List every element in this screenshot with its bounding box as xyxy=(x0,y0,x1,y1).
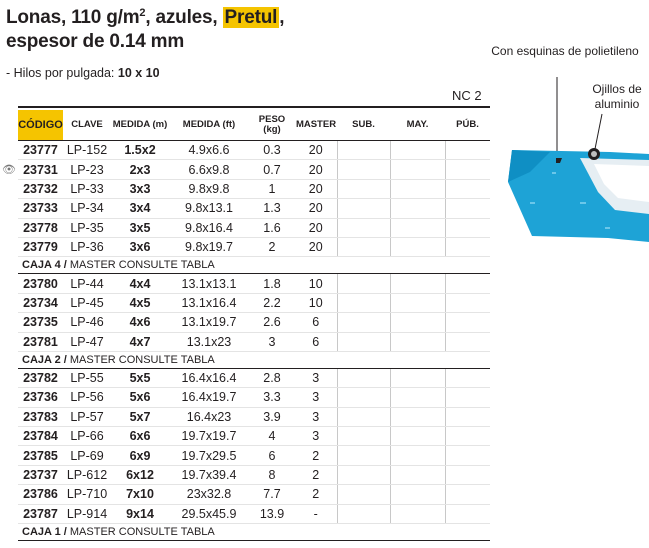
cell-price-sub xyxy=(337,199,390,218)
cell-peso: 1 xyxy=(249,179,295,198)
cell-clave: LP-914 xyxy=(63,504,111,523)
cell-price-pub xyxy=(445,293,490,312)
cell-price-sub xyxy=(337,218,390,237)
nc-label: NC 2 xyxy=(452,88,482,103)
cell-master: 6 xyxy=(295,332,337,351)
cell-master: 10 xyxy=(295,274,337,293)
cell-code: 23736 xyxy=(18,388,63,407)
cell-peso: 3.9 xyxy=(249,407,295,426)
cell-ft: 13.1x13.1 xyxy=(169,274,249,293)
cell-code: 23783 xyxy=(18,407,63,426)
cell-price-may xyxy=(390,465,445,484)
cell-price-may xyxy=(390,407,445,426)
cell-price-pub xyxy=(445,274,490,293)
col-header-pub: PÚB. xyxy=(445,110,490,141)
cell-master: 6 xyxy=(295,313,337,332)
page-title xyxy=(6,6,284,54)
cell-ft: 13.1x23 xyxy=(169,332,249,351)
cell-price-pub xyxy=(445,179,490,198)
cell-ft: 23x32.8 xyxy=(169,485,249,504)
cell-m: 3x5 xyxy=(111,218,169,237)
cell-price-sub xyxy=(337,160,390,179)
cell-master: 20 xyxy=(295,141,337,160)
cell-price-may xyxy=(390,179,445,198)
cell-price-sub xyxy=(337,332,390,351)
product-image xyxy=(490,42,649,257)
cell-code: 23787 xyxy=(18,504,63,523)
cell-peso: 2.2 xyxy=(249,293,295,312)
cell-code: 23785 xyxy=(18,446,63,465)
cell-price-pub xyxy=(445,141,490,160)
table-row xyxy=(18,199,490,218)
cell-m: 7x10 xyxy=(111,485,169,504)
cell-price-sub xyxy=(337,504,390,523)
cell-price-sub xyxy=(337,293,390,312)
cell-clave: LP-47 xyxy=(63,332,111,351)
cell-peso: 1.3 xyxy=(249,199,295,218)
cell-code: 23782 xyxy=(18,368,63,387)
cell-code: 23734 xyxy=(18,293,63,312)
cell-master: 20 xyxy=(295,199,337,218)
box-note xyxy=(18,524,490,541)
cell-master: 3 xyxy=(295,407,337,426)
cell-clave: LP-612 xyxy=(63,465,111,484)
cell-clave: LP-46 xyxy=(63,313,111,332)
cell-price-may xyxy=(390,313,445,332)
cell-ft: 9.8x9.8 xyxy=(169,179,249,198)
cell-price-may xyxy=(390,237,445,256)
col-header-medida-ft: MEDIDA (ft) xyxy=(169,110,249,141)
title-line-2: espesor de 0.14 mm xyxy=(6,31,185,52)
cell-price-sub xyxy=(337,485,390,504)
table-row xyxy=(18,332,490,351)
cell-master: 20 xyxy=(295,237,337,256)
cell-peso: 1.6 xyxy=(249,218,295,237)
cell-code: 23777 xyxy=(18,141,63,160)
cell-master: 20 xyxy=(295,218,337,237)
cell-clave: LP-66 xyxy=(63,427,111,446)
cell-ft: 9.8x16.4 xyxy=(169,218,249,237)
cell-peso: 1.8 xyxy=(249,274,295,293)
cell-m: 6x6 xyxy=(111,427,169,446)
cell-peso: 0.7 xyxy=(249,160,295,179)
cell-ft: 9.8x19.7 xyxy=(169,237,249,256)
table-row xyxy=(18,160,490,179)
cell-price-pub xyxy=(445,407,490,426)
cell-price-sub xyxy=(337,388,390,407)
cell-clave: LP-45 xyxy=(63,293,111,312)
cell-peso: 4 xyxy=(249,427,295,446)
col-header-may: MAY. xyxy=(390,110,445,141)
cell-clave: LP-36 xyxy=(63,237,111,256)
table-row xyxy=(18,313,490,332)
table-row xyxy=(18,388,490,407)
cell-price-may xyxy=(390,368,445,387)
cell-ft: 19.7x19.7 xyxy=(169,427,249,446)
box-note-row xyxy=(18,257,490,274)
col-header-medida-m: MEDIDA (m) xyxy=(111,110,169,141)
box-count: CAJA 2 / xyxy=(22,353,67,366)
cell-price-may xyxy=(390,274,445,293)
cell-price-may xyxy=(390,427,445,446)
cell-peso: 2.6 xyxy=(249,313,295,332)
cell-code: 23732 xyxy=(18,179,63,198)
cell-master: 3 xyxy=(295,368,337,387)
cell-master: 10 xyxy=(295,293,337,312)
cell-peso: 2 xyxy=(249,237,295,256)
cell-price-pub xyxy=(445,237,490,256)
cell-ft: 29.5x45.9 xyxy=(169,504,249,523)
box-note-row xyxy=(18,351,490,368)
cell-peso: 8 xyxy=(249,465,295,484)
cell-price-pub xyxy=(445,332,490,351)
cell-master: 3 xyxy=(295,427,337,446)
cell-code: 23779 xyxy=(18,237,63,256)
cell-m: 5x6 xyxy=(111,388,169,407)
cell-peso: 3 xyxy=(249,332,295,351)
col-header-sub: SUB. xyxy=(337,110,390,141)
cell-price-sub xyxy=(337,237,390,256)
cell-price-sub xyxy=(337,368,390,387)
cell-master: 2 xyxy=(295,485,337,504)
table-row xyxy=(18,465,490,484)
table-row xyxy=(18,427,490,446)
cell-m: 3x6 xyxy=(111,237,169,256)
cell-code: 23733 xyxy=(18,199,63,218)
box-note-text: MASTER CONSULTE TABLA xyxy=(66,259,215,272)
table-body xyxy=(18,141,490,541)
cell-price-may xyxy=(390,388,445,407)
table-row xyxy=(18,407,490,426)
table-row xyxy=(18,179,490,198)
brand-highlight: Pretul xyxy=(224,7,278,28)
cell-price-may xyxy=(390,446,445,465)
cell-ft: 16.4x23 xyxy=(169,407,249,426)
cell-price-pub xyxy=(445,368,490,387)
cell-price-pub xyxy=(445,485,490,504)
cell-ft: 19.7x29.5 xyxy=(169,446,249,465)
cell-price-pub xyxy=(445,313,490,332)
cell-price-may xyxy=(390,293,445,312)
table-header-row xyxy=(18,110,490,141)
box-count: CAJA 1 / xyxy=(22,526,67,539)
cell-price-pub xyxy=(445,504,490,523)
cell-peso: 7.7 xyxy=(249,485,295,504)
box-note-text: MASTER CONSULTE TABLA xyxy=(66,526,215,539)
col-header-peso: PESO (kg) xyxy=(249,110,295,141)
cell-m: 3x3 xyxy=(111,179,169,198)
cell-peso: 3.3 xyxy=(249,388,295,407)
table-row xyxy=(18,237,490,256)
cell-price-sub xyxy=(337,141,390,160)
box-count: CAJA 4 / xyxy=(22,259,67,272)
eye-icon[interactable]: 👁 xyxy=(2,164,16,176)
corners-callout: Con esquinas de polietileno xyxy=(491,44,639,58)
cell-price-may xyxy=(390,332,445,351)
cell-m: 2x3 xyxy=(111,160,169,179)
cell-ft: 13.1x16.4 xyxy=(169,293,249,312)
tarp-illustration xyxy=(490,42,649,257)
box-note-row xyxy=(18,524,490,541)
cell-m: 6x9 xyxy=(111,446,169,465)
cell-m: 4x5 xyxy=(111,293,169,312)
table-row xyxy=(18,446,490,465)
cell-price-may xyxy=(390,218,445,237)
cell-price-pub xyxy=(445,199,490,218)
cell-clave: LP-35 xyxy=(63,218,111,237)
cell-ft: 19.7x39.4 xyxy=(169,465,249,484)
cell-code: 23780 xyxy=(18,274,63,293)
cell-master: 3 xyxy=(295,388,337,407)
cell-master: 2 xyxy=(295,465,337,484)
table-top-rule xyxy=(18,106,490,108)
cell-price-may xyxy=(390,504,445,523)
cell-code: 23784 xyxy=(18,427,63,446)
cell-price-sub xyxy=(337,427,390,446)
cell-m: 1.5x2 xyxy=(111,141,169,160)
cell-ft: 9.8x13.1 xyxy=(169,199,249,218)
cell-price-pub xyxy=(445,160,490,179)
cell-price-sub xyxy=(337,446,390,465)
cell-m: 3x4 xyxy=(111,199,169,218)
cell-clave: LP-33 xyxy=(63,179,111,198)
col-header-master: MASTER xyxy=(295,110,337,141)
table-row xyxy=(18,141,490,160)
cell-clave: LP-710 xyxy=(63,485,111,504)
cell-price-sub xyxy=(337,313,390,332)
cell-master: 20 xyxy=(295,179,337,198)
box-note-text: MASTER CONSULTE TABLA xyxy=(66,353,215,366)
cell-m: 6x12 xyxy=(111,465,169,484)
cell-ft: 6.6x9.8 xyxy=(169,160,249,179)
cell-clave: LP-152 xyxy=(63,141,111,160)
cell-price-sub xyxy=(337,465,390,484)
cell-code: 23737 xyxy=(18,465,63,484)
col-header-code: CÓDIGO xyxy=(18,110,63,141)
eyelets-callout: Ojillos de aluminio xyxy=(592,82,642,111)
cell-peso: 13.9 xyxy=(249,504,295,523)
cell-clave: LP-69 xyxy=(63,446,111,465)
cell-clave: LP-23 xyxy=(63,160,111,179)
cell-price-may xyxy=(390,141,445,160)
cell-master: 2 xyxy=(295,446,337,465)
cell-peso: 2.8 xyxy=(249,368,295,387)
cell-code: 23735 xyxy=(18,313,63,332)
cell-master: - xyxy=(295,504,337,523)
product-table xyxy=(18,110,490,541)
cell-code: 23786 xyxy=(18,485,63,504)
cell-peso: 0.3 xyxy=(249,141,295,160)
thread-count-note: - Hilos por pulgada: 10 x 10 xyxy=(6,66,160,80)
cell-peso: 6 xyxy=(249,446,295,465)
cell-code: 23731 xyxy=(18,160,63,179)
cell-clave: LP-57 xyxy=(63,407,111,426)
table-row xyxy=(18,368,490,387)
table-row xyxy=(18,485,490,504)
cell-m: 5x5 xyxy=(111,368,169,387)
cell-price-sub xyxy=(337,179,390,198)
cell-clave: LP-56 xyxy=(63,388,111,407)
cell-ft: 4.9x6.6 xyxy=(169,141,249,160)
cell-master: 20 xyxy=(295,160,337,179)
table-row xyxy=(18,504,490,523)
cell-price-pub xyxy=(445,446,490,465)
cell-m: 4x7 xyxy=(111,332,169,351)
cell-m: 4x6 xyxy=(111,313,169,332)
cell-price-sub xyxy=(337,407,390,426)
cell-price-pub xyxy=(445,465,490,484)
cell-price-may xyxy=(390,485,445,504)
cell-m: 9x14 xyxy=(111,504,169,523)
box-note xyxy=(18,351,490,368)
cell-price-may xyxy=(390,199,445,218)
cell-code: 23781 xyxy=(18,332,63,351)
cell-price-sub xyxy=(337,274,390,293)
cell-ft: 16.4x19.7 xyxy=(169,388,249,407)
table-row xyxy=(18,293,490,312)
table-row xyxy=(18,274,490,293)
cell-ft: 13.1x19.7 xyxy=(169,313,249,332)
cell-clave: LP-34 xyxy=(63,199,111,218)
cell-ft: 16.4x16.4 xyxy=(169,368,249,387)
cell-price-may xyxy=(390,160,445,179)
table-row xyxy=(18,218,490,237)
cell-price-pub xyxy=(445,218,490,237)
cell-clave: LP-55 xyxy=(63,368,111,387)
cell-m: 5x7 xyxy=(111,407,169,426)
col-header-clave: CLAVE xyxy=(63,110,111,141)
cell-price-pub xyxy=(445,388,490,407)
title-line-1: Lonas, 110 $g/m^2$, azules, Pretul , xyxy=(6,7,285,28)
cell-price-pub xyxy=(445,427,490,446)
cell-m: 4x4 xyxy=(111,274,169,293)
cell-clave: LP-44 xyxy=(63,274,111,293)
box-note xyxy=(18,257,490,274)
cell-code: 23778 xyxy=(18,218,63,237)
